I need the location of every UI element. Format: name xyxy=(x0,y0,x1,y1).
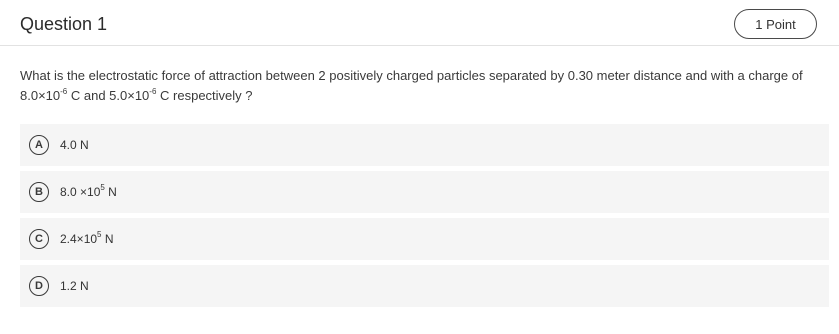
option-text-c xyxy=(60,232,114,246)
points-badge: 1 Point xyxy=(734,9,817,39)
header-divider xyxy=(0,45,839,46)
option-d[interactable] xyxy=(20,265,829,307)
option-a[interactable] xyxy=(20,124,829,166)
option-letter-b: B xyxy=(29,182,49,202)
option-b-value: 8.0 ×10 xyxy=(60,185,101,199)
option-c[interactable] xyxy=(20,218,829,260)
question-text-part2: C and 5.0×10 xyxy=(67,88,150,103)
option-text-d xyxy=(60,279,89,293)
option-text-a xyxy=(60,138,89,152)
option-c-unit: N xyxy=(101,232,114,246)
option-b-unit: N xyxy=(104,185,117,199)
question-text xyxy=(20,66,820,106)
option-letter-c: C xyxy=(29,229,49,249)
option-c-value: 2.4×10 xyxy=(60,232,98,246)
question-text-part3: C respectively ? xyxy=(156,88,253,103)
question-title: Question 1 xyxy=(20,14,108,34)
question-exponent-2: -6 xyxy=(149,86,157,96)
question-text-part1: What is the electrostatic force of attraction between 2 positively charged particles separated by 0.30 meter distance and with a charge of 8.0×10 xyxy=(20,68,803,103)
option-letter-a: A xyxy=(29,135,49,155)
option-d-value: 1.2 N xyxy=(60,279,89,293)
question-exponent-1: -6 xyxy=(60,86,68,96)
option-letter-d: D xyxy=(29,276,49,296)
option-b[interactable] xyxy=(20,171,829,213)
option-c-exponent: 5 xyxy=(97,230,102,239)
option-a-value: 4.0 N xyxy=(60,138,89,152)
option-b-exponent: 5 xyxy=(100,183,105,192)
option-text-b xyxy=(60,185,117,199)
